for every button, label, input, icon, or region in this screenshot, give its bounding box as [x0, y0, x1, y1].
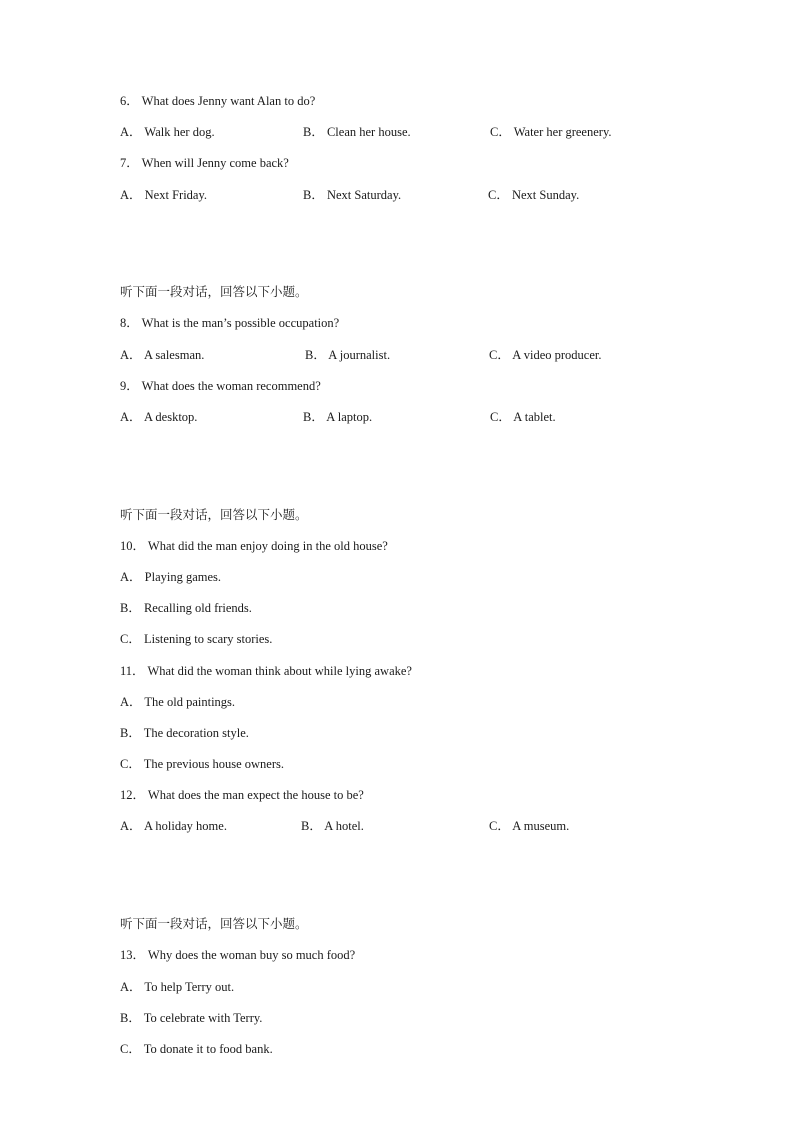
question-number: 9．	[120, 379, 139, 393]
option-b: B． Clean her house.	[303, 125, 411, 139]
question-text: What does Jenny want Alan to do?	[141, 94, 316, 108]
question-10	[120, 538, 388, 554]
option-b: B． A journalist.	[305, 348, 391, 362]
question-text: Why does the woman buy so much food?	[147, 948, 356, 962]
question-13	[120, 947, 355, 963]
option-a: A． Playing games.	[120, 570, 222, 584]
option-c: C． A tablet.	[490, 410, 556, 424]
question-9	[120, 378, 321, 394]
option-b: B． Next Saturday.	[303, 188, 402, 202]
question-number: 6．	[120, 94, 139, 108]
option-c: C． Water her greenery.	[490, 125, 612, 139]
option-c: C． The previous house owners.	[120, 757, 284, 771]
option-a: A． The old paintings.	[120, 695, 236, 709]
options-row-8	[0, 347, 794, 363]
option-b: B． A laptop.	[303, 410, 373, 424]
question-7	[120, 155, 289, 171]
question-text: When will Jenny come back?	[141, 156, 289, 170]
question-6	[120, 93, 315, 109]
options-row-6	[0, 124, 794, 140]
question-text: What is the man’s possible occupation?	[141, 316, 340, 330]
options-row-9	[0, 409, 794, 425]
option-a: A． Walk her dog.	[120, 125, 215, 139]
section-heading: 听下面一段对话，回答以下小题。	[120, 284, 308, 299]
question-number: 13．	[120, 948, 146, 962]
option-c: C． Listening to scary stories.	[120, 632, 273, 646]
question-text: What did the man enjoy doing in the old house?	[147, 539, 388, 553]
question-number: 10．	[120, 539, 146, 553]
question-text: What does the man expect the house to be?	[147, 788, 364, 802]
option-b: B． Recalling old friends.	[120, 601, 252, 615]
option-b: B． To celebrate with Terry.	[120, 1011, 263, 1025]
question-text: What does the woman recommend?	[141, 379, 321, 393]
option-c: C． Next Sunday.	[488, 188, 580, 202]
option-c: C． A museum.	[489, 819, 570, 833]
options-row-7	[0, 187, 794, 203]
option-b: B． A hotel.	[301, 819, 364, 833]
option-a: A． A holiday home.	[120, 819, 227, 833]
question-text: What did the woman think about while lying awake?	[147, 664, 412, 678]
section-heading: 听下面一段对话，回答以下小题。	[120, 507, 308, 522]
question-12	[120, 787, 364, 803]
question-11	[120, 663, 412, 679]
option-c: C． A video producer.	[489, 348, 602, 362]
question-number: 12．	[120, 788, 146, 802]
option-a: A． To help Terry out.	[120, 980, 235, 994]
section-heading: 听下面一段对话，回答以下小题。	[120, 916, 308, 931]
option-b: B． The decoration style.	[120, 726, 249, 740]
question-number: 11．	[120, 664, 145, 678]
option-c: C． To donate it to food bank.	[120, 1042, 273, 1056]
question-number: 7．	[120, 156, 139, 170]
question-8	[120, 315, 339, 331]
option-a: A． A salesman.	[120, 348, 205, 362]
options-row-12	[0, 818, 794, 834]
option-a: A． A desktop.	[120, 410, 198, 424]
question-number: 8．	[120, 316, 139, 330]
option-a: A． Next Friday.	[120, 188, 208, 202]
